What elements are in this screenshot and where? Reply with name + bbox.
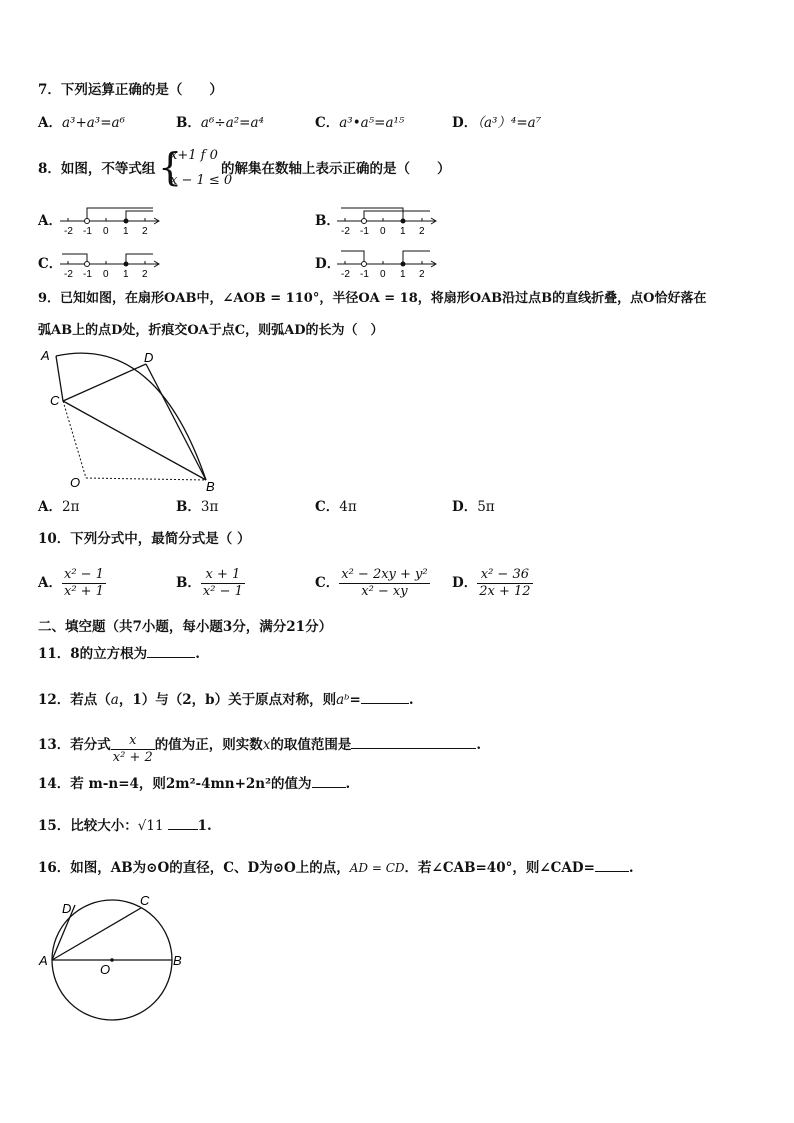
q7-option-b: B．a⁶÷a²=a⁴ — [176, 115, 264, 131]
answer-blank[interactable] — [147, 657, 195, 658]
tick-label: 1 — [400, 226, 406, 237]
q12: 12．若点（a，1）与（2，b）关于原点对称，则aᵇ= . — [38, 692, 414, 708]
q16-circle-figure — [34, 893, 194, 1025]
q7-stem: 7．下列运算正确的是（ ） — [38, 82, 223, 98]
tick-label: -1 — [360, 269, 369, 280]
q8-stem-post: 的解集在数轴上表示正确的是（ ） — [221, 161, 451, 177]
q16: 16．如图，AB为⊙O的直径，C、D为⊙O上的点，AD = CD．若∠CAB=40°，则∠CAD= . — [38, 860, 634, 876]
q15: 15．比较大小：√11 1. — [38, 818, 212, 834]
label-B: B — [206, 479, 215, 494]
tick-label: -2 — [341, 269, 350, 280]
q10-stem: 10．下列分式中，最简分式是（ ） — [38, 531, 251, 547]
tick-label: 1 — [123, 269, 129, 280]
answer-blank[interactable] — [361, 703, 409, 704]
q9-option-c: C．4π — [315, 499, 357, 515]
tick-label: 0 — [380, 269, 386, 280]
q13: 13．若分式 $\frac{x}{\text{x² + 2}}$ 的值为正，则实数x的取值范围是 . — [38, 733, 482, 765]
q7-option-d: D．（a³）⁴=a⁷ — [452, 115, 542, 131]
tick-label: 1 — [400, 269, 406, 280]
section-heading: 二、填空题（共7小题，每小题3分，满分21分） — [38, 619, 333, 635]
label-A: A — [39, 953, 48, 968]
q10-option-b: B． $\frac{x + 1}{\text{x² − 1}}$ — [176, 567, 243, 599]
q9-line2: 弧AB上的点D处，折痕交OA于点C，则弧AD的长为（ ） — [38, 323, 384, 338]
tick-label: -2 — [341, 226, 350, 237]
q8-system-line1: x+1 f 0 — [170, 148, 218, 163]
q9-option-d: D．5π — [452, 499, 495, 515]
q8-option-d-label: D． — [315, 256, 341, 272]
arc-equality: AD = CD — [349, 861, 405, 875]
number-line-d — [335, 246, 443, 280]
tick-label: -2 — [64, 226, 73, 237]
label-D: D — [144, 350, 154, 365]
tick-label: 0 — [103, 269, 109, 280]
label-D: D — [62, 901, 72, 916]
q10-option-c: C． $\frac{\text{x² − 2xy + y²}}{\text{x² − xy}}$ — [315, 567, 428, 599]
q8-option-c-label: C． — [38, 256, 63, 272]
label-C: C — [140, 893, 150, 908]
brace-symbol: { — [158, 145, 183, 189]
tick-label: -1 — [360, 226, 369, 237]
label-O: O — [70, 475, 81, 490]
q9-sector-figure — [36, 344, 226, 494]
answer-blank[interactable] — [595, 871, 629, 872]
tick-label: -1 — [83, 226, 92, 237]
label-B: B — [173, 953, 182, 968]
q8-stem-pre: 8．如图，不等式组 — [38, 161, 156, 177]
tick-label: -2 — [64, 269, 73, 280]
tick-label: 2 — [142, 269, 148, 280]
number-line-b — [335, 203, 443, 237]
tick-label: 2 — [142, 226, 148, 237]
label-O: O — [100, 962, 111, 977]
tick-label: 2 — [419, 226, 425, 237]
tick-label: 2 — [419, 269, 425, 280]
q14: 14．若 m-n=4，则2m²-4mn+2n²的值为 . — [38, 776, 351, 792]
tick-label: 0 — [380, 226, 386, 237]
q9-line1: 9．已知如图，在扇形OAB中，∠AOB = 110°，半径OA = 18，将扇形OAB沿过点B的直线折叠，点O恰好落在 — [38, 291, 707, 306]
q8-option-b-label: B． — [315, 213, 340, 229]
answer-blank[interactable] — [312, 787, 346, 788]
tick-label: 1 — [123, 226, 129, 237]
q9-option-a: A．2π — [38, 499, 80, 515]
q10-option-d: D． $\frac{\text{x² − 36}}{2x + 12}$ — [452, 567, 531, 599]
label-A: A — [41, 348, 50, 363]
number-line-c — [58, 246, 166, 280]
q7-option-a: A．a³+a³=a⁶ — [38, 115, 125, 131]
q10-option-a: A． $\frac{\text{x² − 1}}{\text{x² + 1}}$ — [38, 567, 104, 599]
answer-blank[interactable] — [168, 829, 198, 830]
q8-system-line2: x − 1 ≤ 0 — [170, 173, 233, 188]
q9-option-b: B．3π — [176, 499, 219, 515]
answer-blank[interactable] — [351, 748, 476, 749]
number-line-a — [58, 203, 166, 237]
q8-option-a-label: A． — [38, 213, 62, 229]
q7-option-c: C．a³•a⁵=a¹⁵ — [315, 115, 405, 131]
tick-label: 0 — [103, 226, 109, 237]
q11: 11．8的立方根为 . — [38, 646, 200, 662]
label-C: C — [50, 393, 60, 408]
tick-label: -1 — [83, 269, 92, 280]
